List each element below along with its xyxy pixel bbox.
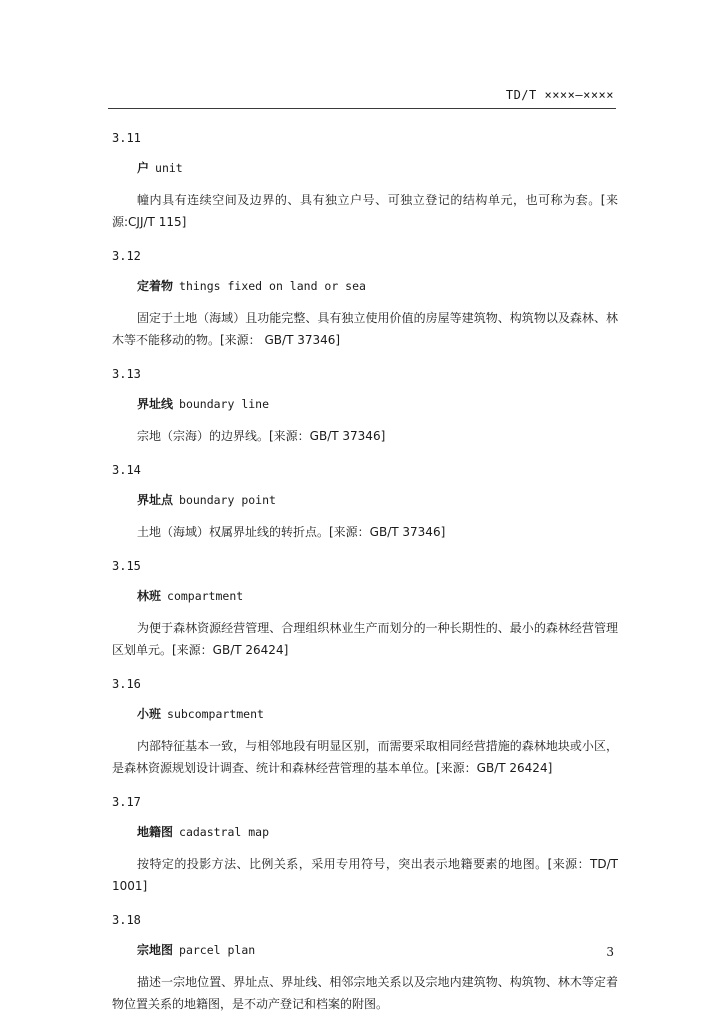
term-heading (112, 705, 618, 723)
term-heading (112, 395, 618, 413)
clause-number: 3.17 (112, 795, 141, 809)
term-english: boundary point (179, 493, 276, 507)
term-english: compartment (167, 589, 244, 603)
document-code-header: TD/T ××××—×××× (505, 88, 614, 102)
term-chinese: 户 (137, 161, 150, 175)
term-definition: 按特定的投影方法、比例关系，采用专用符号，突出表示地籍要素的地图。[来源：TD/T 1001] (112, 857, 618, 893)
term-entry-3-18 (112, 911, 618, 1015)
term-chinese: 小班 (137, 707, 162, 721)
term-chinese: 界址线 (137, 397, 174, 411)
term-heading (112, 941, 618, 959)
term-entry-3-11 (112, 129, 618, 233)
term-chinese: 界址点 (137, 493, 174, 507)
term-english: cadastral map (179, 825, 270, 839)
term-definition: 宗地（宗海）的边界线。[来源：GB/T 37346] (137, 429, 386, 443)
term-english: unit (155, 161, 183, 175)
term-entry-3-15 (112, 557, 618, 661)
page-number: 3 (606, 945, 614, 959)
term-chinese: 林班 (137, 589, 162, 603)
clause-number: 3.12 (112, 249, 141, 263)
term-heading (112, 587, 618, 605)
term-definition: 固定于土地（海域）且功能完整、具有独立使用价值的房屋等建筑物、构筑物以及森林、林木等不能移动的物。[来源： GB/T 37346] (112, 311, 618, 347)
clause-number: 3.16 (112, 677, 141, 691)
term-english: subcompartment (167, 707, 264, 721)
header-rule (108, 108, 616, 109)
clause-number: 3.13 (112, 367, 141, 381)
term-definition: 内部特征基本一致，与相邻地段有明显区别，而需要采取相同经营措施的森林地块或小区，是森林资源规划设计调查、统计和森林经营管理的基本单位。[来源：GB/T 26424] (112, 739, 618, 775)
term-chinese: 定着物 (137, 279, 174, 293)
term-entry-3-13 (112, 365, 618, 447)
term-entry-3-14 (112, 461, 618, 543)
clause-number: 3.11 (112, 131, 141, 145)
term-heading (112, 159, 618, 177)
term-english: boundary line (179, 397, 270, 411)
term-entry-3-16 (112, 675, 618, 779)
term-chinese: 宗地图 (137, 943, 174, 957)
term-definition: 描述一宗地位置、界址点、界址线、相邻宗地关系以及宗地内建筑物、构筑物、林木等定着物位置关系的地籍图，是不动产登记和档案的附图。 (112, 975, 618, 1011)
term-english: parcel plan (179, 943, 256, 957)
term-entry-3-17 (112, 793, 618, 897)
term-heading (112, 277, 618, 295)
terms-section (112, 129, 618, 1029)
term-english: things fixed on land or sea (179, 279, 366, 293)
clause-number: 3.14 (112, 463, 141, 477)
term-chinese: 地籍图 (137, 825, 174, 839)
clause-number: 3.15 (112, 559, 141, 573)
term-definition: 幢内具有连续空间及边界的、具有独立户号、可独立登记的结构单元，也可称为套。[来源:CJJ/T 115] (112, 193, 618, 229)
term-definition: 为便于森林资源经营管理、合理组织林业生产而划分的一种长期性的、最小的森林经营管理区划单元。[来源：GB/T 26424] (112, 621, 618, 657)
term-definition: 土地（海域）权属界址线的转折点。[来源：GB/T 37346] (137, 525, 446, 539)
term-heading (112, 491, 618, 509)
term-heading (112, 823, 618, 841)
clause-number: 3.18 (112, 913, 141, 927)
term-entry-3-12 (112, 247, 618, 351)
